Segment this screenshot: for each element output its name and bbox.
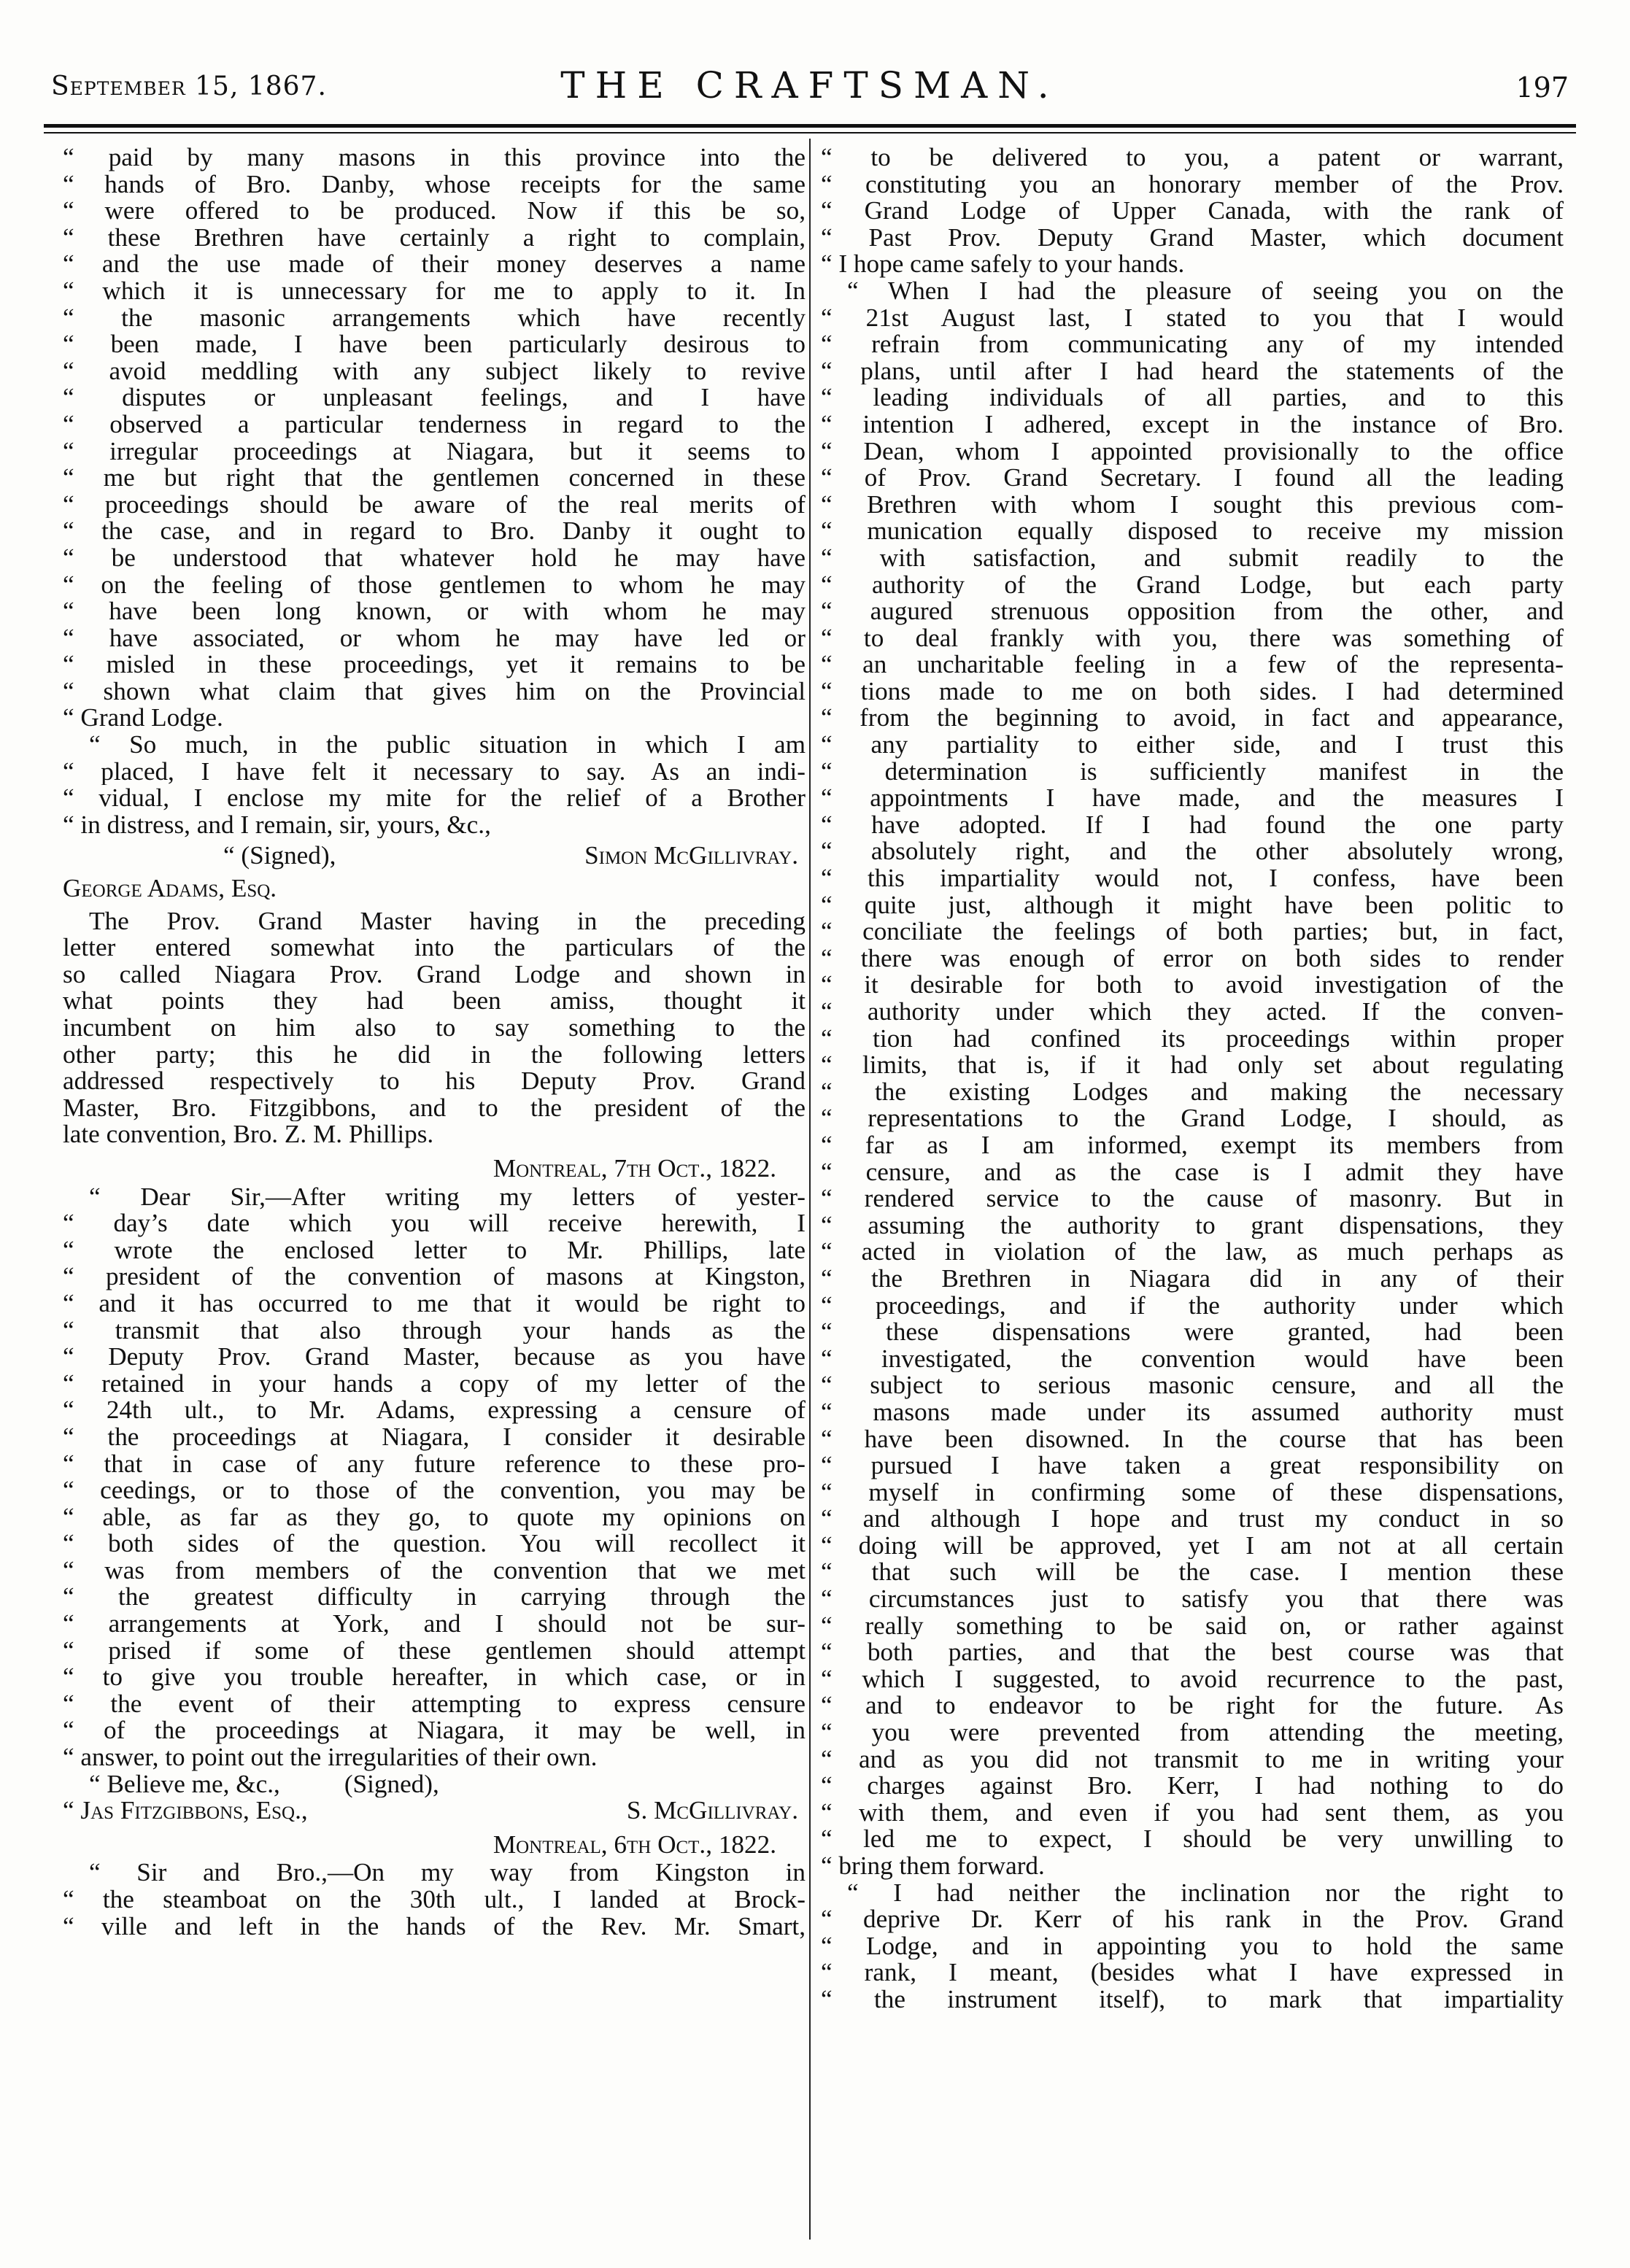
text-line: “ retained in your hands a copy of my letter of the (63, 1370, 806, 1398)
text-line: “ which I suggested, to avoid recurrence to the past, (821, 1665, 1564, 1693)
right-para-1 (821, 144, 1564, 278)
text-line: “ charges against Bro. Kerr, I had nothing to do (821, 1773, 1564, 1800)
text-line: “ leading individuals of all parties, and to this (821, 384, 1564, 411)
signature-2-name: S. McGillivray. (626, 1796, 798, 1825)
text-line: “ appointments I have made, and the measures I (821, 785, 1564, 812)
text-line: “ this impartiality would not, I confess, have been (821, 865, 1564, 892)
right-para-2 (821, 278, 1564, 1880)
text-line: late convention, Bro. Z. M. Phillips. (63, 1121, 434, 1148)
text-line: “ of the proceedings at Niagara, it may be well, in (63, 1717, 806, 1745)
text-line: “ wrote the enclosed letter to Mr. Phillips, late (63, 1236, 806, 1264)
left-para-3 (63, 908, 806, 1148)
text-line: “ ceedings, or to those of the convention, you may be (63, 1477, 806, 1504)
text-line: incumbent on him also to say something to the (63, 1015, 806, 1042)
text-line: “ Grand Lodge of Upper Canada, with the rank of (821, 198, 1564, 225)
text-line: “ proceedings, and if the authority under which (821, 1292, 1564, 1320)
text-line: “ and it has occurred to me that it would be right to (63, 1290, 806, 1317)
page-number: 197 (1515, 71, 1569, 104)
text-line: “ which it is unnecessary for me to apply to it. In (63, 277, 806, 305)
left-para-5 (63, 1859, 806, 1940)
signature-2 (63, 1797, 806, 1824)
text-line: “ authority of the Grand Lodge, but each party (821, 571, 1564, 599)
text-line: “ myself in confirming some of these dispensations, (821, 1479, 1564, 1506)
signature-2-addressee: “ Jas Fitzgibbons, Esq., (63, 1796, 308, 1825)
text-line: “ intention I adhered, except in the instance of Bro. (821, 411, 1564, 438)
text-line: “ avoid meddling with any subject likely to revive (63, 357, 806, 385)
text-line: so called Niagara Prov. Grand Lodge and shown in (63, 961, 806, 988)
text-line: “ 21st August last, I stated to you that I would (821, 304, 1564, 332)
text-line: “ president of the convention of masons at Kingston, (63, 1263, 806, 1290)
text-line: “ to be delivered to you, a patent or warrant, (821, 144, 1564, 171)
text-line: “ irregular proceedings at Niagara, but it seems to (63, 438, 806, 465)
closing-2: “ Believe me, &c., (Signed), (89, 1770, 439, 1798)
text-line: “ with satisfaction, and submit readily to the (821, 544, 1564, 572)
text-line: “ and although I hope and trust my conduct in so (821, 1506, 1564, 1533)
text-line: “ were offered to be produced. Now if this be so, (63, 198, 806, 225)
text-line: “ proceedings should be aware of the real merits of (63, 491, 806, 519)
text-line: “ and to endeavor to be right for the future. As (821, 1692, 1564, 1720)
text-line: “ the case, and in regard to Bro. Danby it ought to (63, 518, 806, 545)
text-line: “ So much, in the public situation in which I am (89, 732, 806, 759)
signature-1-name: Simon McGillivray. (584, 841, 798, 870)
page-header (51, 64, 1569, 115)
text-line: what points they had been amiss, thought it (63, 988, 806, 1015)
text-line: “ with them, and even if you had sent them, as you (821, 1799, 1564, 1827)
text-line: “ an uncharitable feeling in a few of the representa- (821, 651, 1564, 678)
text-line: “ rendered service to the cause of masonry. But in (821, 1185, 1564, 1212)
text-line: “ rank, I meant, (besides what I have expressed in (821, 1959, 1564, 1986)
header-rule-thin (44, 132, 1576, 133)
text-line: “ authority under which they acted. If the conven- (821, 999, 1564, 1026)
text-line: “ conciliate the feelings of both parties; but, in fact, (821, 918, 1564, 945)
text-line: “ augured strenuous opposition from the other, and (821, 598, 1564, 625)
text-line: “ Sir and Bro.,—On my way from Kingston in (89, 1859, 806, 1886)
text-line: “ far as I am informed, exempt its members from (821, 1131, 1564, 1159)
left-para-1 (63, 144, 806, 732)
text-line: “ the event of their attempting to express censure (63, 1690, 806, 1718)
text-line: “ be understood that whatever hold he may have (63, 544, 806, 572)
text-line: “ answer, to point out the irregularities of their own. (63, 1744, 598, 1771)
text-line: “ censure, and as the case is I admit they have (821, 1158, 1564, 1186)
text-line: “ you were prevented from attending the meeting, (821, 1719, 1564, 1746)
text-line: “ hands of Bro. Danby, whose receipts for the same (63, 171, 806, 198)
text-line: “ placed, I have felt it necessary to say. As an indi- (63, 758, 806, 786)
text-line: “ 24th ult., to Mr. Adams, expressing a censure of (63, 1397, 806, 1424)
text-line: “ constituting you an honorary member of the Prov. (821, 171, 1564, 198)
text-line: addressed respectively to his Deputy Prov. Grand (63, 1068, 806, 1095)
text-line: “ limits, that is, if it had only set about regulating (821, 1052, 1564, 1079)
text-line: “ observed a particular tenderness in regard to the (63, 411, 806, 438)
text-line: “ these Brethren have certainly a right to complain, (63, 224, 806, 252)
text-line: “ the steamboat on the 30th ult., I landed at Brock- (63, 1886, 806, 1913)
addressee-1: George Adams, Esq. (63, 874, 277, 903)
text-line: “ to give you trouble hereafter, in which case, or in (63, 1664, 806, 1691)
text-line: “ the proceedings at Niagara, I consider it desirable (63, 1423, 806, 1451)
text-line: “ paid by many masons in this province into the (63, 144, 806, 171)
text-line: “ I had neither the inclination nor the right to (847, 1879, 1564, 1907)
text-line: “ vidual, I enclose my mite for the relief of a Brother (63, 785, 806, 812)
text-line: “ investigated, the convention would have been (821, 1345, 1564, 1373)
text-line: “ bring them forward. (821, 1853, 1045, 1880)
text-line: “ have been disowned. In the course that has been (821, 1425, 1564, 1453)
text-line: “ and the use made of their money deserves a name (63, 251, 806, 278)
masthead-title: THE CRAFTSMAN. (560, 64, 1059, 107)
text-line: “ arrangements at York, and I should not be sur- (63, 1611, 806, 1638)
text-line: “ day’s date which you will receive herewith, I (63, 1210, 806, 1237)
text-line: “ subject to serious masonic censure, and all the (821, 1372, 1564, 1399)
header-date: September 15, 1867. (51, 71, 327, 101)
text-line: “ that such will be the case. I mention these (821, 1559, 1564, 1587)
text-line: “ doing will be approved, yet I am not at all certain (821, 1532, 1564, 1560)
text-line: other party; this he did in the following letters (63, 1041, 806, 1069)
signature-1-signed: “ (Signed), (223, 841, 336, 870)
text-line: “ have been long known, or with whom he may (63, 598, 806, 625)
dateline-1: Montreal, 7th Oct., 1822. (493, 1153, 776, 1183)
left-para-4 (63, 1184, 806, 1771)
text-line: “ it desirable for both to avoid investigation of the (821, 972, 1564, 999)
text-line: “ these dispensations were granted, had been (821, 1319, 1564, 1346)
text-line: “ Dean, whom I appointed provisionally to the office (821, 438, 1564, 465)
text-line: “ representations to the Grand Lodge, I should, as (821, 1105, 1564, 1132)
text-line: letter entered somewhat into the particulars of the (63, 934, 806, 961)
text-line: “ prised if some of these gentlemen should attempt (63, 1637, 806, 1665)
text-line: “ I hope came safely to your hands. (821, 251, 1185, 278)
right-para-3 (821, 1880, 1564, 2013)
text-line: “ me but right that the gentlemen concerned in these (63, 465, 806, 492)
text-line: “ Dear Sir,—After writing my letters of yester- (89, 1183, 806, 1211)
text-line: “ assuming the authority to grant dispensations, they (821, 1212, 1564, 1239)
text-line: “ masons made under its assumed authority must (821, 1398, 1564, 1426)
text-line: “ refrain from communicating any of my intended (821, 331, 1564, 358)
text-line: “ deprive Dr. Kerr of his rank in the Prov. Grand (821, 1906, 1564, 1933)
text-line: “ and as you did not transmit to me in writing your (821, 1746, 1564, 1773)
text-line: “ of Prov. Grand Secretary. I found all the leading (821, 465, 1564, 492)
text-line: “ shown what claim that gives him on the Provincial (63, 678, 806, 705)
text-line: “ Past Prov. Deputy Grand Master, which document (821, 224, 1564, 252)
right-column (821, 144, 1564, 2231)
text-line: “ When I had the pleasure of seeing you on the (847, 277, 1564, 305)
text-line: “ transmit that also through your hands as the (63, 1317, 806, 1344)
text-line: “ disputes or unpleasant feelings, and I have (63, 384, 806, 411)
text-line: “ acted in violation of the law, as much perhaps as (821, 1239, 1564, 1266)
text-line: “ from the beginning to avoid, in fact and appearance, (821, 705, 1564, 732)
text-line: “ really something to be said on, or rather against (821, 1612, 1564, 1640)
text-line: “ tions made to me on both sides. I had determined (821, 678, 1564, 705)
text-line: “ pursued I have taken a great responsibility on (821, 1452, 1564, 1479)
text-line: “ able, as far as they go, to quote my opinions on (63, 1503, 806, 1531)
text-line: “ that in case of any future reference to these pro- (63, 1450, 806, 1478)
text-line: “ have associated, or whom he may have led or (63, 624, 806, 652)
text-line: “ misled in these proceedings, yet it remains to be (63, 651, 806, 678)
header-rule-thick (44, 124, 1576, 128)
text-line: “ been made, I have been particularly desirous to (63, 331, 806, 358)
dateline-2: Montreal, 6th Oct., 1822. (493, 1830, 776, 1859)
text-line: “ to deal frankly with you, there was something of (821, 624, 1564, 652)
text-line: “ the instrument itself), to mark that impartiality (821, 1986, 1564, 2013)
text-line: “ led me to expect, I should be very unwilling to (821, 1826, 1564, 1853)
text-line: “ on the feeling of those gentlemen to whom he may (63, 571, 806, 599)
left-para-2 (63, 732, 806, 838)
text-line: “ Brethren with whom I sought this previous com- (821, 491, 1564, 519)
text-line: “ there was enough of error on both sides to render (821, 945, 1564, 972)
text-line: “ have adopted. If I had found the one party (821, 811, 1564, 839)
text-line: “ Lodge, and in appointing you to hold the same (821, 1932, 1564, 1960)
text-line: “ the greatest difficulty in carrying through the (63, 1584, 806, 1611)
column-divider (809, 139, 811, 2240)
text-line: “ plans, until after I had heard the statements of the (821, 357, 1564, 385)
text-line: “ munication equally disposed to receive my mission (821, 518, 1564, 545)
text-line: “ the existing Lodges and making the necessary (821, 1078, 1564, 1106)
text-line: “ the masonic arrangements which have recently (63, 304, 806, 332)
text-line: “ ville and left in the hands of the Rev. Mr. Smart, (63, 1913, 806, 1940)
text-line: “ the Brethren in Niagara did in any of their (821, 1265, 1564, 1293)
text-line: “ tion had confined its proceedings within proper (821, 1025, 1564, 1053)
signature-1 (63, 843, 806, 870)
text-line: “ was from members of the convention that we met (63, 1557, 806, 1584)
text-line: “ both parties, and that the best course was that (821, 1639, 1564, 1666)
text-line: “ circumstances just to satisfy you that there was (821, 1586, 1564, 1613)
text-line: “ absolutely right, and the other absolutely wrong, (821, 838, 1564, 866)
text-line: “ in distress, and I remain, sir, yours, &c., (63, 811, 491, 839)
text-line: “ quite just, although it might have been politic to (821, 891, 1564, 919)
text-line: “ Grand Lodge. (63, 705, 223, 732)
text-line: “ both sides of the question. You will recollect it (63, 1530, 806, 1557)
text-line: The Prov. Grand Master having in the preceding (89, 907, 806, 935)
text-line: “ Deputy Prov. Grand Master, because as you have (63, 1344, 806, 1371)
text-line: Master, Bro. Fitzgibbons, and to the president of the (63, 1094, 806, 1122)
left-column (63, 144, 806, 2231)
text-line: “ any partiality to either side, and I trust this (821, 732, 1564, 759)
text-line: “ determination is sufficiently manifest in the (821, 758, 1564, 786)
